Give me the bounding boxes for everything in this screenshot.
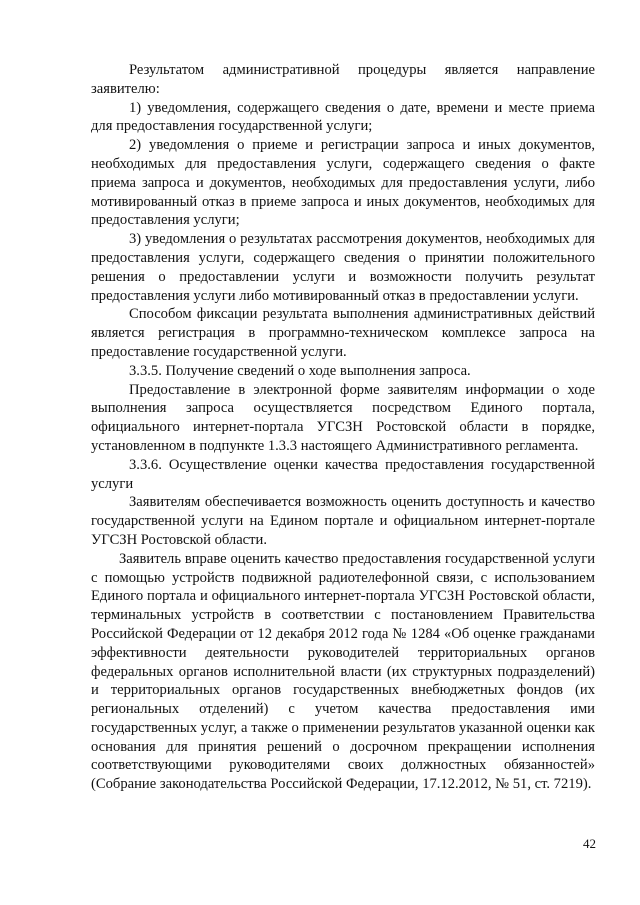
section-heading-3-3-6: 3.3.6. Осуществление оценки качества предоставления государственной услуги: [91, 456, 595, 492]
paragraph-applicant-right: Заявитель вправе оценить качество предоставления государственной услуги с помощью устройств подвижной радиотелефонной связи, с использованием Единого портала и официального интернет-портала УГСЗН Ростовской области, терминальных устройств в соответствии с постановлением Правительства Российской Федерации от 12 декабря 2012 года № 1284 «Об оценке гражданами эффективности деятельности руководителей территориальных органов федеральных органов исполнительной власти (их структурных подразделений) и территориальных органов государственных внебюджетных фондов (их региональных отделений) с учетом качества предоставления ими государственных услуг, а также о применении результатов указанной оценки как основания для принятия решений о досрочном прекращении исполнения соответствующими руководителями своих должностных обязанностей» (Собрание законодательства Российской Федерации, 17.12.2012, № 51, ст. 7219).: [91, 550, 595, 793]
paragraph-result-intro: Результатом административной процедуры является направление заявителю:: [91, 62, 595, 97]
paragraph-electronic-info: Предоставление в электронной форме заявителям информации о ходе выполнения запроса осуществляется посредством Единого портала, официального интернет-портала УГСЗН Ростовской области в порядке, установленном в подпункте 1.3.3 настоящего Административного регламента.: [91, 381, 595, 454]
page-number: 42: [583, 836, 596, 851]
paragraph-item-3: 3) уведомления о результатах рассмотрения документов, необходимых для предоставления услуги, содержащего сведения о принятии положительного решения о предоставлении услуги и возможности получить результат предоставления услуги либо мотивированный отказ в предоставлении услуги.: [91, 231, 595, 304]
paragraph-item-1: 1) уведомления, содержащего сведения о дате, времени и месте приема для предоставления государственной услуги;: [91, 99, 595, 135]
paragraph-fixation-method: Способом фиксации результата выполнения административных действий является регистрация в программно-техническом комплексе запроса на предоставление государственной услуги.: [91, 306, 595, 360]
section-heading-3-3-5: 3.3.5. Получение сведений о ходе выполнения запроса.: [129, 362, 471, 379]
paragraph-item-2: 2) уведомления о приеме и регистрации запроса и иных документов, необходимых для предоставления услуги, содержащего сведения о факте приема запроса и документов, необходимых для предоставления услуги, либо мотивированный отказ в приеме запроса и иных документов, необходимых для предоставления услуги;: [91, 137, 595, 229]
paragraph-quality-assessment: Заявителям обеспечивается возможность оценить доступность и качество государственной услуги на Едином портале и официальном интернет-портале УГСЗН Ростовской области.: [91, 494, 595, 548]
document-body: [91, 61, 595, 794]
